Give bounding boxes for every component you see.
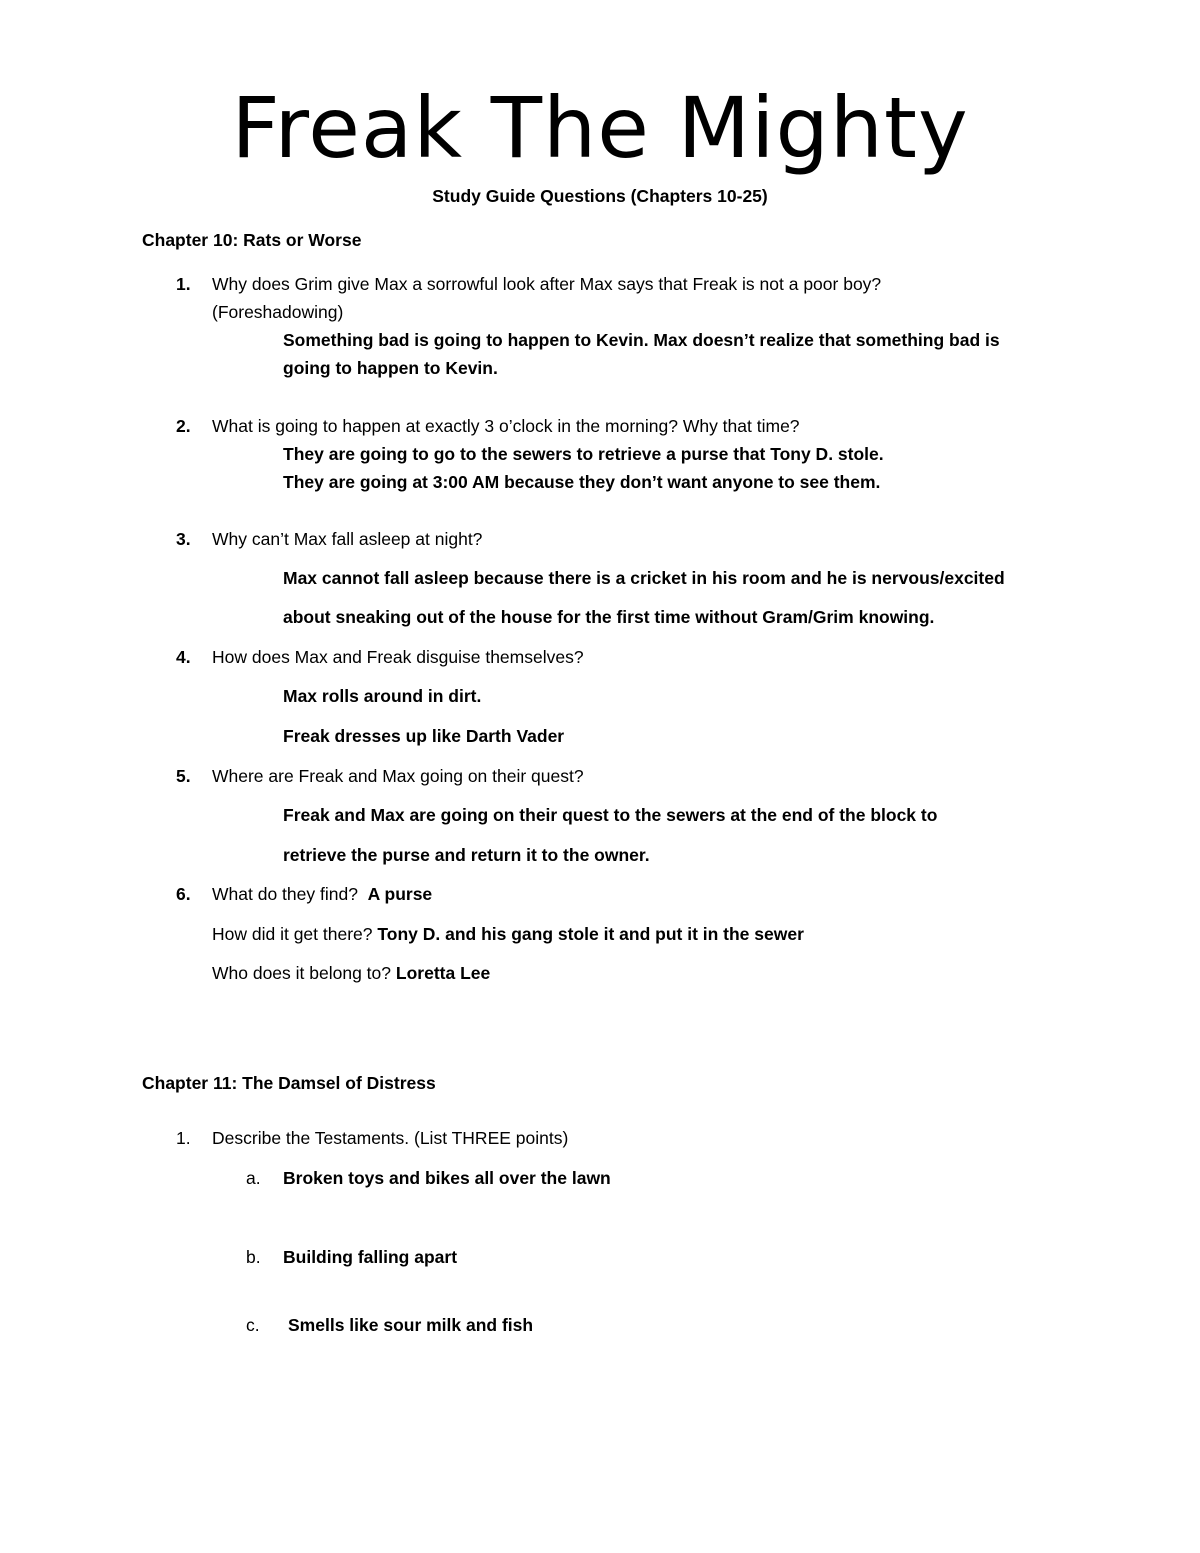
question-text: Who does it belong to?	[212, 963, 392, 983]
answer-text: Something bad is going to happen to Kevin. Max doesn’t realize that something bad is	[283, 330, 1000, 350]
answer-text: A purse	[367, 884, 433, 904]
answer-text: Broken toys and bikes all over the lawn	[283, 1168, 611, 1188]
answer-text: Freak and Max are going on their quest to the sewers at the end of the block to	[283, 805, 938, 825]
question-text: How does Max and Freak disguise themselves?	[212, 647, 584, 667]
answer-text: Smells like sour milk and fish	[288, 1315, 534, 1335]
question-number: 1.	[176, 1128, 191, 1148]
answer-text: They are going at 3:00 AM because they don’t want anyone to see them.	[283, 472, 881, 492]
question-text: Describe the Testaments. (List THREE points)	[212, 1128, 569, 1148]
answer-text: Loretta Lee	[395, 963, 491, 983]
question-number: 4.	[176, 647, 191, 667]
question-text: What is going to happen at exactly 3 o’clock in the morning? Why that time?	[212, 416, 800, 436]
question-answer-line	[212, 883, 432, 905]
question-number: 5.	[176, 766, 191, 786]
question-text: Why does Grim give Max a sorrowful look after Max says that Freak is not a poor boy?	[212, 274, 882, 294]
answer-text: about sneaking out of the house for the first time without Gram/Grim knowing.	[283, 607, 935, 627]
answer-text: Max rolls around in dirt.	[283, 686, 482, 706]
question-number: 6.	[176, 884, 191, 904]
chapter-11-heading: Chapter 11: The Damsel of Distress	[142, 1073, 436, 1093]
question-number: 1.	[176, 274, 191, 294]
list-label: c.	[246, 1315, 260, 1335]
answer-text: Freak dresses up like Darth Vader	[283, 726, 565, 746]
answer-text: Max cannot fall asleep because there is a cricket in his room and he is nervous/excited	[283, 568, 1005, 588]
list-label: a.	[246, 1168, 261, 1188]
answer-text: retrieve the purse and return it to the owner.	[283, 845, 650, 865]
question-text: What do they find?	[212, 884, 358, 904]
document-subtitle: Study Guide Questions (Chapters 10-25)	[432, 186, 768, 206]
question-text: (Foreshadowing)	[212, 302, 344, 322]
document-title: Freak The Mighty	[231, 79, 969, 177]
answer-text: They are going to go to the sewers to retrieve a purse that Tony D. stole.	[283, 444, 884, 464]
question-text: How did it get there?	[212, 924, 373, 944]
chapter-10-heading: Chapter 10: Rats or Worse	[142, 230, 362, 250]
question-number: 3.	[176, 529, 191, 549]
answer-text: Tony D. and his gang stole it and put it in the sewer	[377, 924, 804, 944]
list-label: b.	[246, 1247, 261, 1267]
question-answer-line	[212, 962, 490, 984]
answer-text: going to happen to Kevin.	[283, 358, 498, 378]
question-number: 2.	[176, 416, 191, 436]
answer-text: Building falling apart	[283, 1247, 458, 1267]
question-text: Why can’t Max fall asleep at night?	[212, 529, 483, 549]
question-text: Where are Freak and Max going on their quest?	[212, 766, 584, 786]
question-answer-line	[212, 923, 804, 945]
